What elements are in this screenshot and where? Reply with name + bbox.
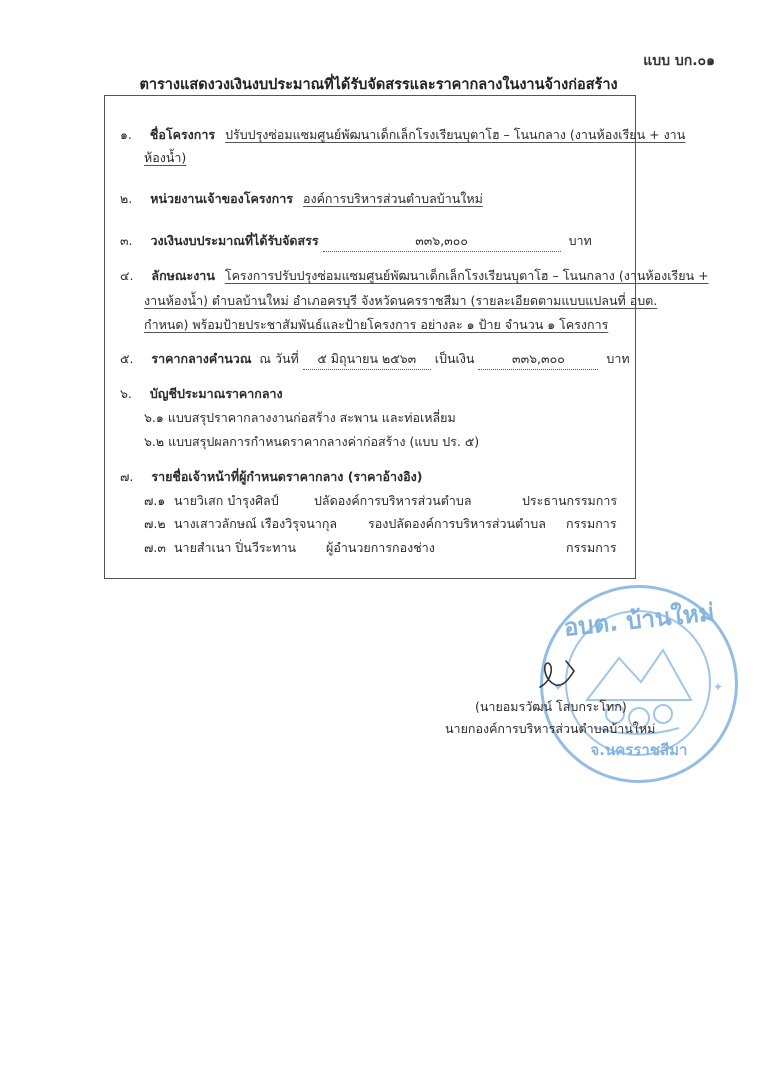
item4-label: ลักษณะงาน [151,268,215,283]
item3-unit: บาท [568,233,592,248]
item6-number: ๖. [120,386,132,401]
item5-unit: บาท [606,351,630,366]
item3-amount: ๓๓๖,๓๐๐ [323,231,561,252]
item1-row [120,125,685,145]
member-1-number: ๗.๑ [144,493,166,508]
item4-value-line1: โครงการปรับปรุงซ่อมแซมศูนย์พัฒนาเด็กเล็กโรงเรียนบุตาโฮ – โนนกลาง (งานห้องเรียน + [224,268,709,283]
item1-label: ชื่อโครงการ [149,127,216,142]
item2-value: องค์การบริหารส่วนตำบลบ้านใหม่ [302,191,483,206]
item5-amount: ๓๓๖,๓๐๐ [478,349,598,370]
item5-date-prefix: ณ วันที่ [259,351,299,366]
member-3-role: กรรมการ [566,540,617,555]
member-2-position: รองปลัดองค์การบริหารส่วนตำบล [368,516,546,531]
member-1-role: ประธานกรรมการ [522,493,618,508]
member-3-name: นายสำเนา ปิ่นวีระทาน [174,540,297,555]
member-2-role: กรรมการ [566,516,617,531]
item1-number: ๑. [120,127,132,142]
seal-top-text: อบต. บ้านใหม่ [562,598,716,642]
item1-value-line1: ปรับปรุงซ่อมแซมศูนย์พัฒนาเด็กเล็กโรงเรียนบุตาโฮ – โนนกลาง (งานห้องเรียน + งาน [225,127,686,142]
item5-date: ๕ มิถุนายน ๒๕๖๓ [303,349,431,370]
item7-label: รายชื่อเจ้าหน้าที่ผู้กำหนดราคากลาง (ราคาอ้างอิง) [151,469,423,484]
handwritten-signature [534,655,584,695]
item1-value-line2: ห้องน้ำ) [144,150,187,165]
signatory-title: นายกองค์การบริหารส่วนตำบลบ้านใหม่ [445,721,656,736]
item7-row [120,467,422,487]
item6-sub1: ๖.๑ แบบสรุปราคากลางงานก่อสร้าง สะพาน และท่อเหลี่ยม [144,410,456,425]
item5-row [120,349,630,370]
item2-number: ๒. [120,191,133,206]
item7-number: ๗. [120,469,134,484]
form-code: แบบ บก.๐๑ [643,53,715,69]
member-2-name: นางเสาวลักษณ์ เรืองวิรุจนากุล [174,516,338,531]
signatory-name: (นายอมรวัฒน์ โสบกระโทก) [475,699,627,714]
item3-label: วงเงินงบประมาณที่ได้รับจัดสรร [150,233,319,248]
member-3-number: ๗.๓ [144,540,166,555]
item2-row [120,189,483,209]
item4-value-line2: งานห้องน้ำ) ตำบลบ้านใหม่ อำเภอครบุรี จังหวัดนครราชสีมา (รายละเอียดตามแบบแปลนที่ อบต. [144,293,658,308]
seal-bottom-text: จ.นครราชสีมา [590,741,688,759]
item4-value-line3: กำหนด) พร้อมป้ายประชาสัมพันธ์และป้ายโครงการ อย่างละ ๑ ป้าย จำนวน ๑ โครงการ [144,317,609,332]
item5-label: ราคากลางคำนวณ [151,351,252,366]
item4-row [120,266,709,286]
member-1-position: ปลัดองค์การบริหารส่วนตำบล [314,493,472,508]
item6-label: บัญชีประมาณราคากลาง [149,386,283,401]
item6-sub2: ๖.๒ แบบสรุปผลการกำหนดราคากลางค่าก่อสร้าง (แบบ ปร. ๕) [144,434,480,449]
item5-amount-prefix: เป็นเงิน [434,351,475,366]
seal-star-icon: ✦ [553,680,564,694]
member-1-name: นายวิเสก บำรุงศิลป์ [174,493,279,508]
item2-label: หน่วยงานเจ้าของโครงการ [150,191,293,206]
item3-row [120,231,592,252]
item5-number: ๕. [120,351,134,366]
item3-number: ๓. [120,233,133,248]
member-3-position: ผู้อำนวยการกองช่าง [326,540,435,555]
seal-star-icon: ✦ [713,680,724,694]
document-title: ตารางแสดงวงเงินงบประมาณที่ได้รับจัดสรรและราคากลางในงานจ้างก่อสร้าง [139,77,618,93]
item4-number: ๔. [120,268,134,283]
item6-row [120,384,283,404]
member-2-number: ๗.๒ [144,516,166,531]
